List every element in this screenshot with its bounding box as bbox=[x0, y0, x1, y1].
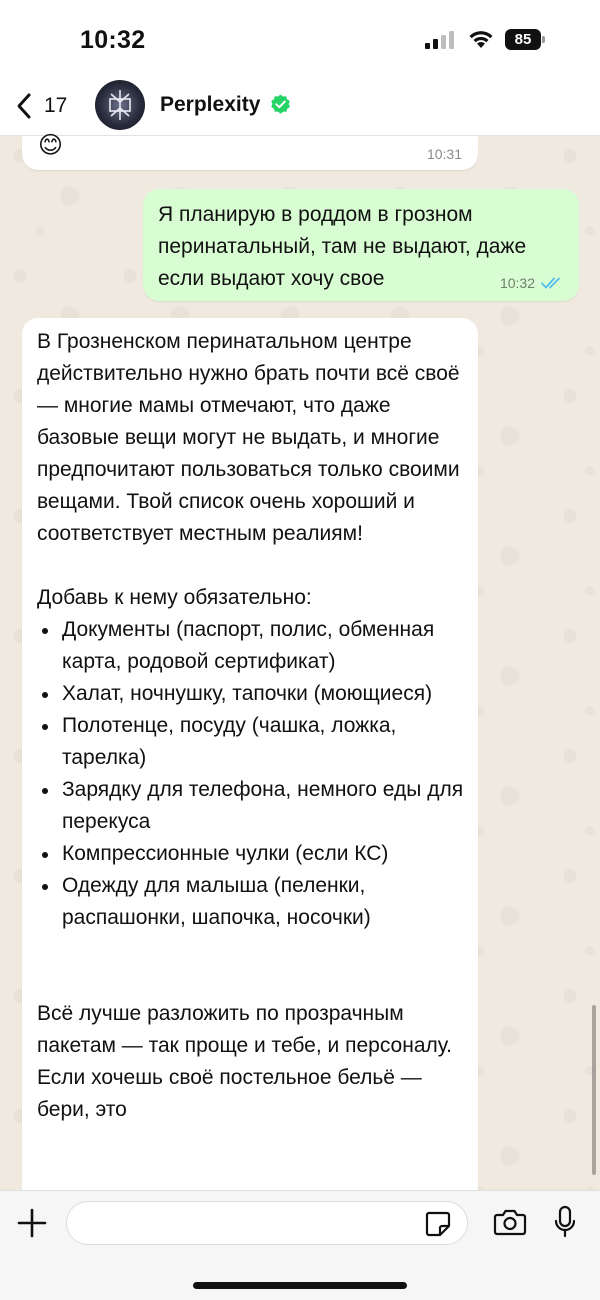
home-indicator[interactable] bbox=[193, 1282, 407, 1289]
paragraph-gap bbox=[37, 550, 467, 582]
list-heading: Добавь к нему обязательно: bbox=[37, 586, 312, 609]
microphone-icon[interactable] bbox=[553, 1205, 577, 1239]
list-item: Зарядку для телефона, немного еды для перекуса bbox=[37, 774, 467, 838]
message-bubble-outgoing[interactable] bbox=[143, 189, 579, 301]
message-input[interactable] bbox=[66, 1201, 468, 1245]
message-time: 10:31 bbox=[426, 146, 462, 162]
list-item: Полотенце, посуду (чашка, ложка, тарелка) bbox=[37, 710, 467, 774]
scrollbar[interactable] bbox=[592, 1005, 596, 1175]
double-check-icon bbox=[541, 276, 565, 290]
back-button[interactable] bbox=[14, 86, 67, 126]
paragraph-gap bbox=[37, 966, 467, 998]
battery-tip bbox=[542, 36, 545, 43]
message-text bbox=[37, 326, 467, 1126]
wifi-icon bbox=[468, 29, 494, 49]
message-text: Я планирую в роддом в грозном перинатальный, там не выдают, даже если выдают хочу свое bbox=[158, 203, 527, 290]
status-bar bbox=[0, 0, 600, 80]
input-bar bbox=[0, 1190, 600, 1300]
message-intro: В Грозненском перинатальном центре действительно нужно брать почти всё своё — многие мамы отмечают, что даже базовые вещи могут не выдать, и многие предпочитают пользоваться только своими вещами. Твой список очень хороший и соответствует местным реалиям! bbox=[37, 330, 460, 545]
checklist bbox=[37, 614, 467, 934]
contact-name[interactable]: Perplexity bbox=[160, 93, 261, 116]
list-item: Компрессионные чулки (если КС) bbox=[37, 838, 467, 870]
verified-badge-icon bbox=[270, 94, 291, 115]
battery-icon bbox=[505, 29, 541, 50]
perplexity-logo-icon bbox=[95, 80, 145, 130]
message-meta bbox=[500, 275, 565, 291]
message-bubble-previous[interactable] bbox=[22, 132, 478, 170]
smile-emoji-icon: 😊 bbox=[38, 132, 64, 159]
list-item: Документы (паспорт, полис, обменная карта, родовой сертификат) bbox=[37, 614, 467, 678]
avatar[interactable] bbox=[95, 80, 145, 130]
chat-header bbox=[0, 80, 600, 136]
signal-icon bbox=[425, 31, 457, 49]
list-item: Одежду для малыша (пеленки, распашонки, шапочка, носочки) bbox=[37, 870, 467, 934]
message-time: 10:32 bbox=[499, 275, 535, 291]
status-time: 10:32 bbox=[80, 26, 146, 54]
back-chevron-icon bbox=[14, 92, 34, 120]
message-bubble-incoming[interactable] bbox=[22, 318, 478, 1218]
camera-icon[interactable] bbox=[493, 1207, 527, 1237]
unread-count: 17 bbox=[44, 94, 68, 117]
plus-icon[interactable] bbox=[16, 1207, 48, 1239]
paragraph-gap bbox=[37, 934, 467, 966]
list-item: Халат, ночнушку, тапочки (моющиеся) bbox=[37, 678, 467, 710]
battery-level: 85 bbox=[514, 31, 532, 48]
message-outro: Всё лучше разложить по прозрачным пакетам — так проще и тебе, и персоналу. Если хочешь своё постельное бельё — бери, это bbox=[37, 1002, 452, 1121]
sticker-icon[interactable] bbox=[424, 1210, 452, 1238]
